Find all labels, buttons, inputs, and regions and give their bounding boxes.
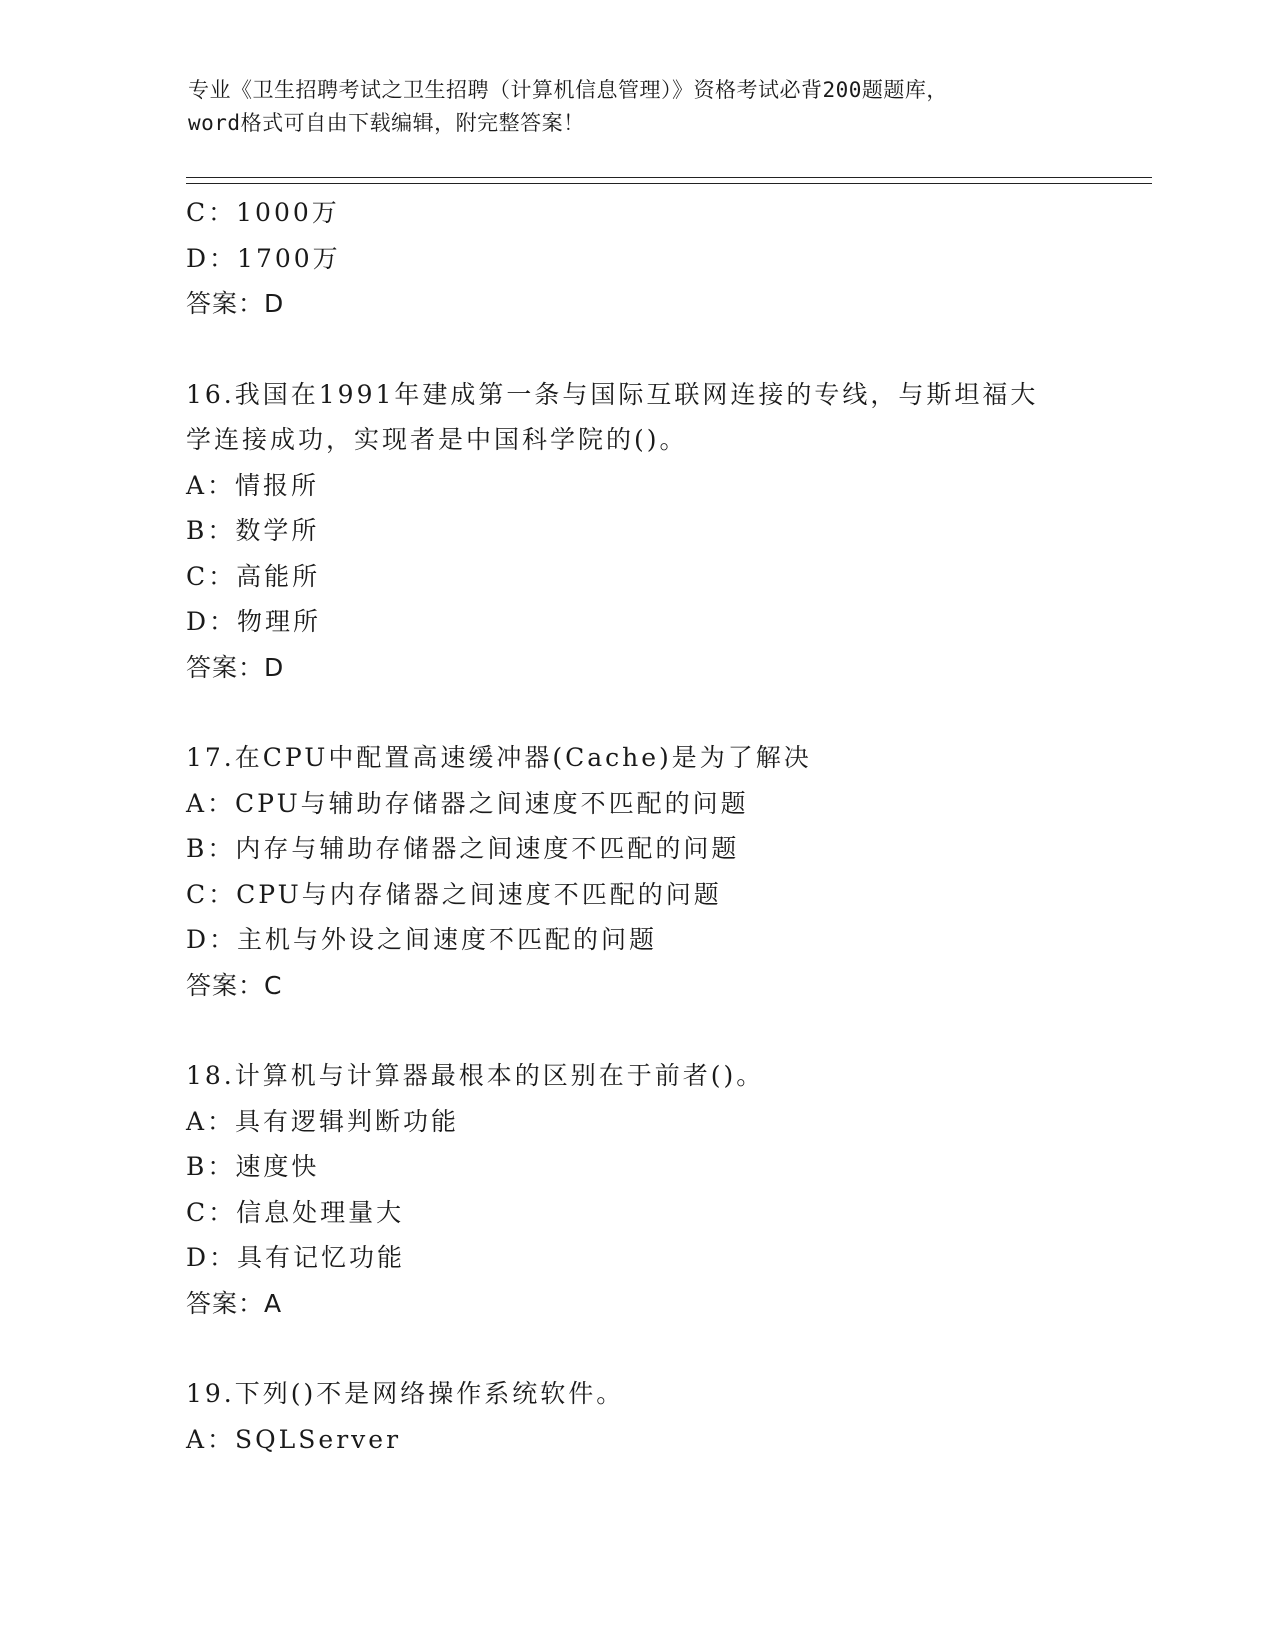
option-line: C：高能所 (186, 561, 321, 591)
option-line: C：信息处理量大 (186, 1197, 405, 1227)
option-line: D：物理所 (186, 607, 322, 636)
header-divider-top (186, 177, 1152, 178)
question-stem: 17.在CPU中配置高速缓冲器(Cache)是为了解决 (186, 743, 812, 772)
answer-line: 答案：D (186, 289, 285, 318)
question-block-16 (186, 372, 1086, 691)
option-line: D：具有记忆功能 (186, 1243, 406, 1272)
answer-line: 答案：D (186, 652, 285, 682)
question-block-15 (186, 190, 1086, 327)
option-line: D：1700万 (186, 243, 341, 273)
header-line-1: 专业《卫生招聘考试之卫生招聘（计算机信息管理）》资格考试必背200题题库， (188, 78, 948, 102)
question-list (186, 190, 1086, 1507)
option-line: D：主机与外设之间速度不匹配的问题 (186, 925, 658, 954)
question-block-19 (186, 1371, 1086, 1462)
answer-line: 答案：A (186, 1288, 283, 1318)
question-block-18 (186, 1053, 1086, 1326)
answer-line: 答案：C (186, 970, 283, 1000)
option-line: C：CPU与内存储器之间速度不匹配的问题 (186, 879, 722, 909)
option-line: A：情报所 (186, 470, 320, 500)
option-line: A：CPU与辅助存储器之间速度不匹配的问题 (186, 788, 749, 818)
header-divider-bottom (186, 183, 1152, 184)
option-line: A：SQLServer (186, 1424, 402, 1454)
document-header (188, 74, 1088, 140)
question-stem: 18.计算机与计算器最根本的区别在于前者()。 (186, 1061, 765, 1090)
option-line: B：数学所 (186, 516, 320, 545)
question-stem: 19.下列()不是网络操作系统软件。 (186, 1379, 625, 1408)
option-line: A：具有逻辑判断功能 (186, 1106, 460, 1136)
header-line-2: word格式可自由下载编辑，附完整答案！ (188, 111, 585, 135)
option-line: B：速度快 (186, 1152, 320, 1181)
option-line: C：1000万 (186, 198, 340, 227)
question-block-17 (186, 735, 1086, 1008)
question-stem: 学连接成功，实现者是中国科学院的()。 (186, 425, 688, 454)
question-stem: 16.我国在1991年建成第一条与国际互联网连接的专线，与斯坦福大 (186, 379, 1039, 409)
option-line: B：内存与辅助存储器之间速度不匹配的问题 (186, 834, 740, 863)
